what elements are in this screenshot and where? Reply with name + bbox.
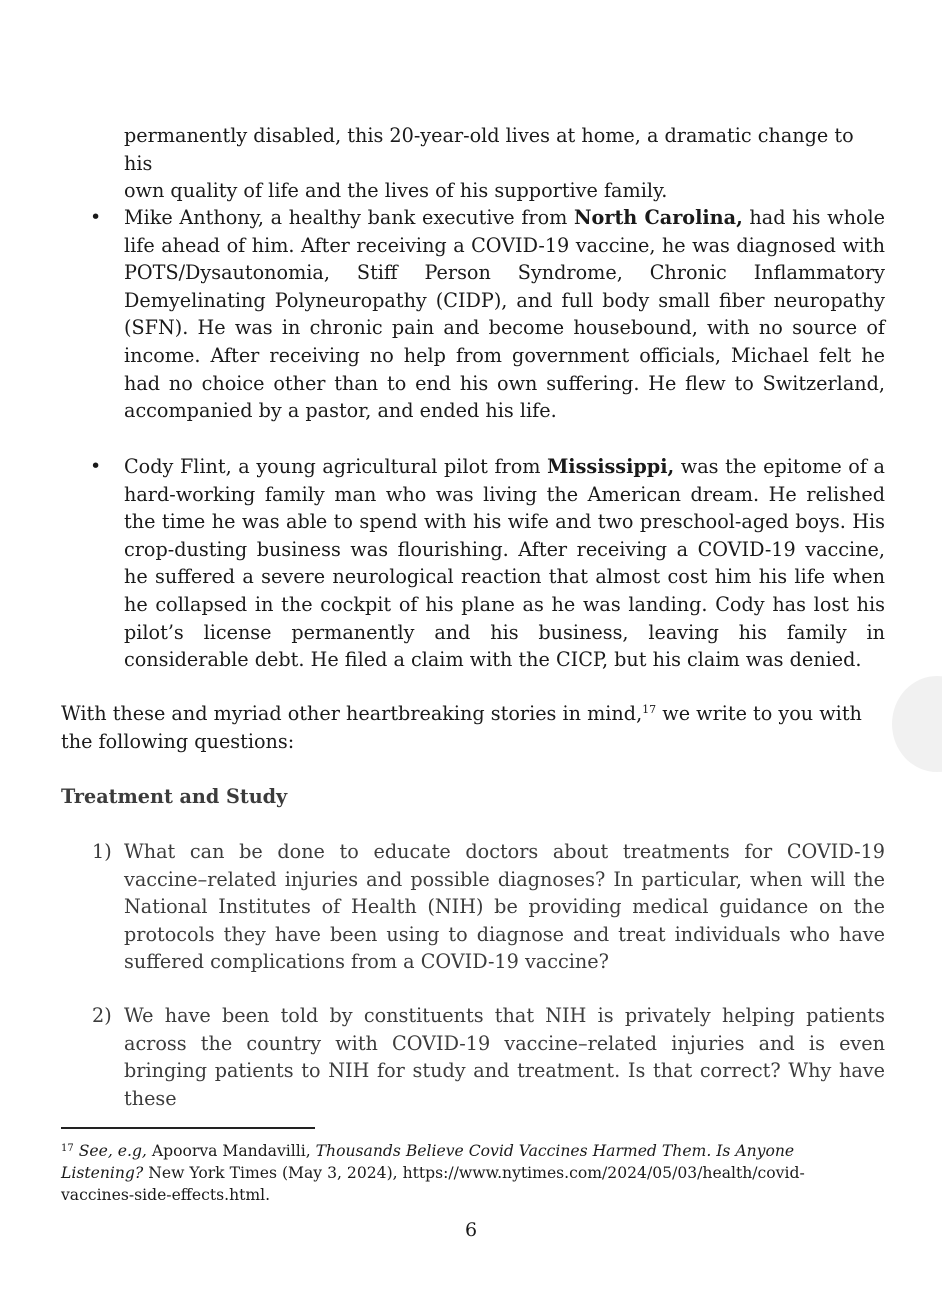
bullet-intro: Cody Flint, a young agricultural pilot from — [124, 455, 548, 478]
intro-paragraph — [61, 700, 885, 755]
bullet-paragraph-mike-anthony — [124, 204, 885, 425]
footnote-author: Apoorva Mandavilli, — [146, 1142, 316, 1160]
intro-text-continued: we write to you with the following questions: — [61, 702, 862, 753]
bullet-body: was the epitome of a hard-working family man who was living the American dream. He relished the time he was able to spend with his wife and two preschool-aged boys. His crop-dusting business was flourishing. After receiving a COVID-19 vaccine, he suffered a severe neurological reaction that almost cost him his life when he collapsed in the cockpit of his plane as he was landing. Cody has lost his pilot’s license permanently and his business, leaving his family in considerable debt. He filed a claim with the CICP, but his claim was denied. — [124, 455, 885, 672]
carryover-line: own quality of life and the lives of his supportive family. — [124, 179, 668, 203]
carryover-paragraph — [124, 122, 885, 205]
question-number: 1) — [92, 840, 112, 863]
footnote — [61, 1140, 831, 1206]
bullet-paragraph-cody-flint — [124, 453, 885, 674]
bullet-state: North Carolina, — [574, 206, 743, 229]
bullet-intro: Mike Anthony, a healthy bank executive from — [124, 206, 574, 229]
bullet-marker: • — [90, 206, 102, 228]
question-paragraph: What can be done to educate doctors about treatments for COVID-19 vaccine–related injuries and possible diagnoses? In particular, when will the National Institutes of Health (NIH) be providing medical guidance on the protocols they have been using to diagnose and treat individuals who have suffered complications from a COVID-19 vaccine? — [124, 840, 885, 974]
footnote-separator — [61, 1127, 315, 1129]
footnote-source[interactable]: New York Times (May 3, 2024), https://www.nytimes.com/2024/05/03/health/covid-vaccines-side-effects.html. — [61, 1164, 805, 1204]
section-heading: Treatment and Study — [61, 785, 288, 808]
question-paragraph: We have been told by constituents that NIH is privately helping patients across the country with COVID-19 vaccine–related injuries and is even bringing patients to NIH for study and treatment. Is that correct? Why have these — [124, 1004, 885, 1110]
intro-text: With these and myriad other heartbreaking stories in mind, — [61, 702, 643, 725]
footnote-number: 17 — [61, 1143, 74, 1154]
footnote-reference[interactable]: 17 — [642, 703, 657, 716]
page-edge-shadow — [892, 676, 942, 772]
footnote-signal: See, e.g, — [78, 1142, 147, 1160]
carryover-line: permanently disabled, this 20-year-old lives at home, a dramatic change to his — [124, 124, 854, 175]
page-number: 6 — [464, 1219, 478, 1241]
footnote-title: Thousands Believe Covid Vaccines Harmed Them. Is Anyone Listening? — [61, 1142, 795, 1182]
bullet-marker: • — [90, 455, 102, 477]
question-number: 2) — [92, 1004, 112, 1027]
bullet-state: Mississippi, — [547, 455, 675, 478]
bullet-body: had his whole life ahead of him. After receiving a COVID-19 vaccine, he was diagnosed with POTS/Dysautonomia, Stiff Person Syndrome, Chronic Inflammatory Demyelinating Polyneuropathy (CIDP), and full body small fiber neuropathy (SFN). He was in chronic pain and become housebound, with no source of income. After receiving no help from government officials, Michael felt he had no choice other than to end his own suffering. He flew to Switzerland, accompanied by a pastor, and ended his life. — [124, 206, 885, 423]
